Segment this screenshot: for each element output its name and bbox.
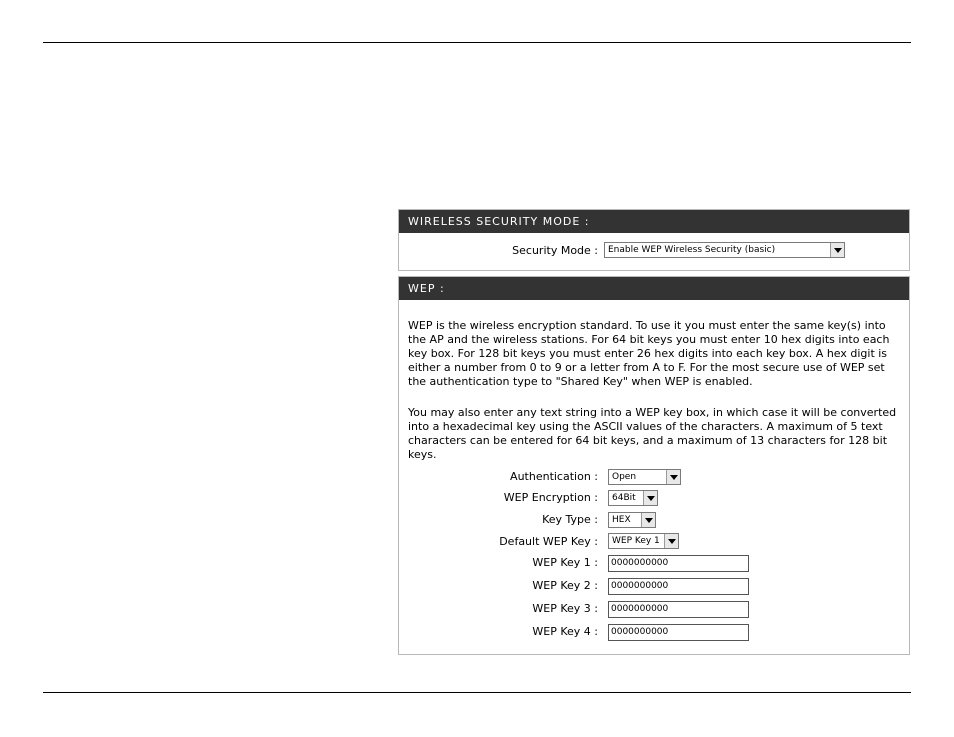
chevron-down-icon[interactable] [643, 491, 657, 505]
wep-key-4-row [399, 623, 598, 641]
key-type-row [399, 511, 598, 529]
security-mode-label: Security Mode : [512, 244, 598, 257]
wep-key-4-label: WEP Key 4 : [532, 625, 598, 638]
wep-description-1: WEP is the wireless encryption standard. To use it you must enter the same key(s) into the AP and the wireless stations. For 64 bit keys you must enter 10 hex digits into each key box. For 128 bit keys you must enter 26 hex digits into each key box. A hex digit is either a number from 0 to 9 or a letter from A to F. For the most secure use of WEP set the authentication type to "Shared Key" when WEP is enabled. [408, 319, 890, 388]
wep-key-1-label: WEP Key 1 : [532, 556, 598, 569]
top-rule [43, 42, 911, 43]
key-type-select[interactable] [608, 512, 656, 528]
wep-key-2-label: WEP Key 2 : [532, 579, 598, 592]
wep-header: WEP : [399, 277, 909, 300]
wep-key-4-input[interactable]: 0000000000 [608, 624, 749, 641]
wep-key-1-input[interactable]: 0000000000 [608, 555, 749, 572]
wep-panel [398, 276, 910, 655]
wep-encryption-label: WEP Encryption : [503, 491, 598, 504]
chevron-down-icon[interactable] [666, 470, 680, 484]
chevron-down-icon[interactable] [641, 513, 655, 527]
wep-encryption-select[interactable] [608, 490, 658, 506]
wep-encryption-row [399, 489, 598, 507]
wep-description-2: You may also enter any text string into a WEP key box, in which case it will be converted into a hexadecimal key using the ASCII values of the characters. A maximum of 5 text characters can be entered for 64 bit keys, and a maximum of 13 characters for 128 bit keys. [408, 406, 897, 461]
security-mode-row [399, 242, 598, 260]
default-wep-key-select[interactable] [608, 533, 679, 549]
wireless-security-mode-header: WIRELESS SECURITY MODE : [399, 210, 909, 233]
authentication-value: Open [612, 472, 637, 482]
key-type-label: Key Type : [542, 513, 598, 526]
wep-key-2-input[interactable]: 0000000000 [608, 578, 749, 595]
wep-key-3-label: WEP Key 3 : [532, 602, 598, 615]
default-wep-key-label: Default WEP Key : [499, 535, 598, 548]
key-type-value: HEX [612, 515, 631, 525]
default-wep-key-value: WEP Key 1 [612, 536, 660, 546]
security-mode-select[interactable] [604, 242, 845, 258]
wep-key-3-row [399, 600, 598, 618]
authentication-label: Authentication : [510, 470, 598, 483]
authentication-select[interactable] [608, 469, 681, 485]
chevron-down-icon[interactable] [830, 243, 844, 257]
default-wep-key-row [399, 533, 598, 551]
wep-encryption-value: 64Bit [612, 493, 636, 503]
chevron-down-icon[interactable] [664, 534, 678, 548]
security-mode-value: Enable WEP Wireless Security (basic) [608, 245, 776, 255]
wep-key-2-row [399, 577, 598, 595]
authentication-row [399, 468, 598, 486]
wep-key-1-row [399, 554, 598, 572]
bottom-rule [43, 692, 911, 693]
wireless-security-mode-panel [398, 209, 910, 271]
wep-key-3-input[interactable]: 0000000000 [608, 601, 749, 618]
